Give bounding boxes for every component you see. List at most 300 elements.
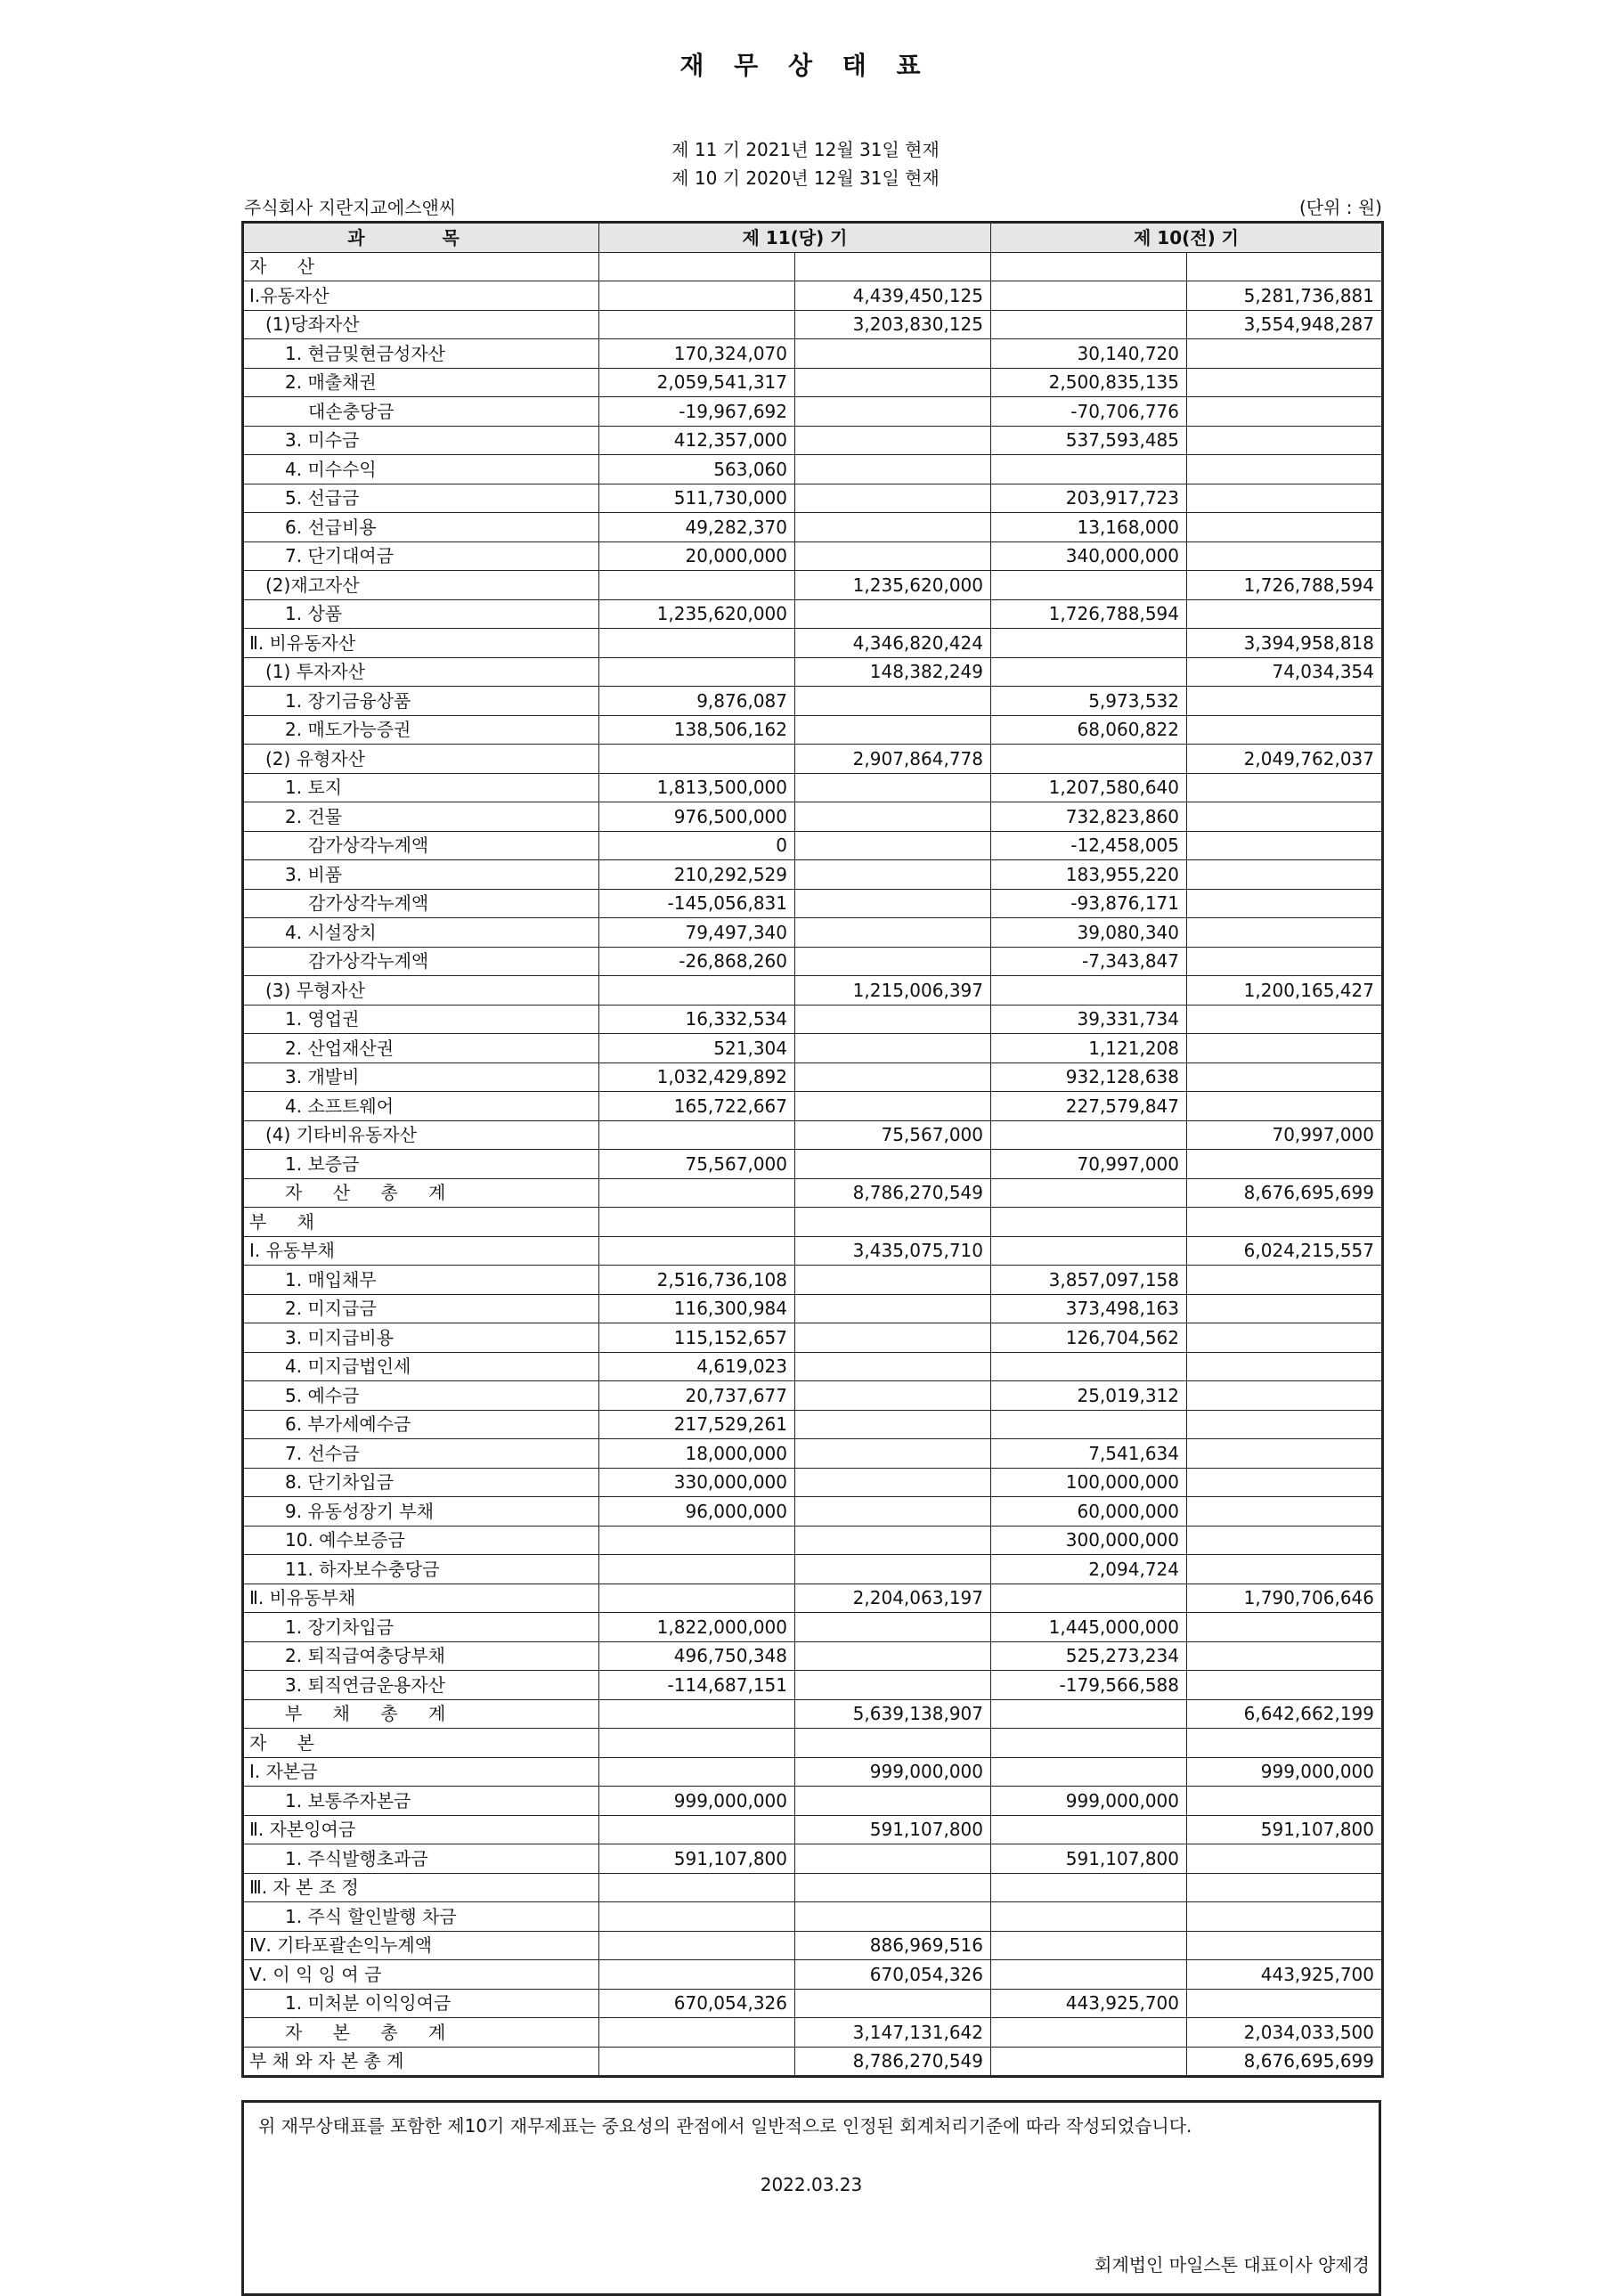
account-name-cell: 6. 선급비용 <box>243 513 599 542</box>
amount-cell <box>1187 1844 1383 1874</box>
header-prior-period: 제 10(전) 기 <box>991 223 1383 253</box>
table-row <box>243 1266 1383 1295</box>
amount-cell <box>795 1208 991 1237</box>
amount-cell <box>795 687 991 716</box>
amount-cell: 999,000,000 <box>1187 1757 1383 1787</box>
account-name-cell: 감가상각누계액 <box>243 831 599 860</box>
amount-cell <box>599 571 795 600</box>
amount-cell <box>1187 1294 1383 1323</box>
table-row <box>243 541 1383 571</box>
amount-cell: 976,500,000 <box>599 802 795 832</box>
table-row <box>243 1150 1383 1179</box>
amount-cell <box>795 484 991 513</box>
amount-cell: 3,394,958,818 <box>1187 629 1383 658</box>
amount-cell <box>1187 1497 1383 1527</box>
account-name-cell: 11. 하자보수충당금 <box>243 1555 599 1584</box>
amount-cell <box>991 455 1187 484</box>
amount-cell <box>599 745 795 774</box>
amount-cell <box>1187 1323 1383 1353</box>
amount-cell <box>1187 1005 1383 1034</box>
amount-cell: 412,357,000 <box>599 426 795 455</box>
amount-cell <box>991 2047 1187 2077</box>
amount-cell <box>1187 860 1383 890</box>
table-row <box>243 310 1383 339</box>
amount-cell <box>991 1120 1187 1150</box>
amount-cell: 999,000,000 <box>599 1787 795 1816</box>
amount-cell <box>795 1034 991 1063</box>
account-name-cell: 1. 현금및현금성자산 <box>243 339 599 369</box>
amount-cell: 932,128,638 <box>991 1063 1187 1092</box>
amount-cell <box>599 1236 795 1266</box>
table-row <box>243 2047 1383 2077</box>
amount-cell <box>599 1555 795 1584</box>
balance-sheet-body <box>243 252 1383 2077</box>
amount-cell <box>599 629 795 658</box>
table-row <box>243 1699 1383 1729</box>
table-row <box>243 1584 1383 1613</box>
amount-cell: 8,676,695,699 <box>1187 2047 1383 2077</box>
unit-label: (단위 : 원) <box>1298 197 1382 218</box>
amount-cell <box>1187 1787 1383 1816</box>
amount-cell: 148,382,249 <box>795 657 991 687</box>
account-name-cell: 4. 미수수익 <box>243 455 599 484</box>
amount-cell <box>1187 918 1383 948</box>
amount-cell <box>991 1873 1187 1902</box>
amount-cell <box>599 1120 795 1150</box>
amount-cell <box>991 1699 1187 1729</box>
amount-cell: 68,060,822 <box>991 715 1187 745</box>
amount-cell <box>1187 541 1383 571</box>
balance-sheet-table <box>241 221 1384 2078</box>
table-row <box>243 1960 1383 1990</box>
amount-cell <box>599 1757 795 1787</box>
amount-cell <box>991 1410 1187 1439</box>
amount-cell: 496,750,348 <box>599 1641 795 1671</box>
account-name-cell: 2. 건물 <box>243 802 599 832</box>
table-row <box>243 571 1383 600</box>
table-row <box>243 1931 1383 1960</box>
account-name-cell: 자 산 <box>243 252 599 281</box>
table-row <box>243 629 1383 658</box>
amount-cell <box>1187 1352 1383 1381</box>
account-name-cell: 7. 선수금 <box>243 1439 599 1469</box>
table-row <box>243 1208 1383 1237</box>
amount-cell: 96,000,000 <box>599 1497 795 1527</box>
table-row <box>243 513 1383 542</box>
amount-cell <box>795 1873 991 1902</box>
amount-cell: 3,554,948,287 <box>1187 310 1383 339</box>
amount-cell <box>795 1150 991 1179</box>
table-row <box>243 1989 1383 2018</box>
amount-cell: 20,737,677 <box>599 1381 795 1411</box>
amount-cell <box>1187 397 1383 427</box>
amount-cell <box>1187 368 1383 397</box>
table-row <box>243 252 1383 281</box>
amount-cell <box>991 976 1187 1006</box>
account-name-cell: 감가상각누계액 <box>243 947 599 976</box>
amount-cell <box>991 1815 1187 1844</box>
amount-cell: 183,955,220 <box>991 860 1187 890</box>
account-name-cell: 감가상각누계액 <box>243 889 599 918</box>
amount-cell <box>599 281 795 311</box>
amount-cell: 5,973,532 <box>991 687 1187 716</box>
table-row <box>243 1787 1383 1816</box>
amount-cell: 2,094,724 <box>991 1555 1187 1584</box>
account-name-cell: 자 산 총 계 <box>243 1178 599 1208</box>
account-name-cell: 1. 주식발행초과금 <box>243 1844 599 1874</box>
table-row <box>243 1468 1383 1497</box>
amount-cell: 9,876,087 <box>599 687 795 716</box>
table-row <box>243 339 1383 369</box>
amount-cell <box>795 715 991 745</box>
amount-cell: 330,000,000 <box>599 1468 795 1497</box>
amount-cell: 6,024,215,557 <box>1187 1236 1383 1266</box>
amount-cell <box>599 2047 795 2077</box>
account-name-cell: 1. 매입채무 <box>243 1266 599 1295</box>
amount-cell <box>1187 889 1383 918</box>
account-name-cell: 부 채 와 자 본 총 계 <box>243 2047 599 2077</box>
amount-cell: 591,107,800 <box>599 1844 795 1874</box>
amount-cell <box>1187 831 1383 860</box>
amount-cell: 521,304 <box>599 1034 795 1063</box>
account-name-cell: 자 본 총 계 <box>243 2018 599 2048</box>
amount-cell <box>1187 1729 1383 1758</box>
amount-cell: 1,813,500,000 <box>599 773 795 802</box>
table-row <box>243 2018 1383 2048</box>
company-name: 주식회사 지란지교에스앤씨 <box>244 197 457 218</box>
amount-cell <box>1187 252 1383 281</box>
account-name-cell: 1. 장기차입금 <box>243 1613 599 1642</box>
amount-cell <box>795 1526 991 1555</box>
amount-cell <box>991 1757 1187 1787</box>
account-name-cell: 9. 유동성장기 부채 <box>243 1497 599 1527</box>
amount-cell <box>1187 1208 1383 1237</box>
table-row <box>243 1120 1383 1150</box>
amount-cell: 591,107,800 <box>991 1844 1187 1874</box>
table-row <box>243 455 1383 484</box>
table-row <box>243 918 1383 948</box>
amount-cell <box>795 802 991 832</box>
amount-cell: 70,997,000 <box>991 1150 1187 1179</box>
amount-cell: 16,332,534 <box>599 1005 795 1034</box>
amount-cell: 75,567,000 <box>599 1150 795 1179</box>
amount-cell <box>1187 1266 1383 1295</box>
amount-cell: 1,235,620,000 <box>795 571 991 600</box>
amount-cell <box>795 541 991 571</box>
amount-cell: 203,917,723 <box>991 484 1187 513</box>
amount-cell <box>991 657 1187 687</box>
table-row <box>243 889 1383 918</box>
table-row <box>243 947 1383 976</box>
amount-cell <box>795 339 991 369</box>
table-row <box>243 599 1383 629</box>
amount-cell <box>795 1092 991 1121</box>
amount-cell <box>795 1266 991 1295</box>
account-name-cell: (3) 무형자산 <box>243 976 599 1006</box>
amount-cell: 537,593,485 <box>991 426 1187 455</box>
account-name-cell: 6. 부가세예수금 <box>243 1410 599 1439</box>
account-name-cell: 1. 보증금 <box>243 1150 599 1179</box>
amount-cell <box>1187 1468 1383 1497</box>
amount-cell <box>795 773 991 802</box>
amount-cell: 591,107,800 <box>1187 1815 1383 1844</box>
amount-cell <box>795 1902 991 1932</box>
table-row <box>243 687 1383 716</box>
amount-cell: 1,200,165,427 <box>1187 976 1383 1006</box>
amount-cell <box>1187 599 1383 629</box>
period-prior: 제 10 기 2020년 12월 31일 현재 <box>671 167 940 189</box>
auditor-signature: 회계법인 마일스톤 대표이사 양제경 <box>1094 2254 1370 2276</box>
amount-cell: 30,140,720 <box>991 339 1187 369</box>
table-row <box>243 745 1383 774</box>
amount-cell <box>599 1526 795 1555</box>
amount-cell <box>599 1902 795 1932</box>
amount-cell: 8,786,270,549 <box>795 1178 991 1208</box>
account-name-cell: 8. 단기차입금 <box>243 1468 599 1497</box>
table-row <box>243 484 1383 513</box>
amount-cell <box>1187 1150 1383 1179</box>
table-row <box>243 397 1383 427</box>
table-row <box>243 773 1383 802</box>
amount-cell <box>795 1613 991 1642</box>
amount-cell <box>1187 339 1383 369</box>
amount-cell: 6,642,662,199 <box>1187 1699 1383 1729</box>
amount-cell <box>1187 1989 1383 2018</box>
amount-cell <box>795 918 991 948</box>
account-name-cell: Ⅱ. 비유동부채 <box>243 1584 599 1613</box>
amount-cell: 1,207,580,640 <box>991 773 1187 802</box>
amount-cell: 13,168,000 <box>991 513 1187 542</box>
amount-cell: 525,273,234 <box>991 1641 1187 1671</box>
amount-cell <box>599 1960 795 1990</box>
table-row <box>243 1613 1383 1642</box>
amount-cell: 2,500,835,135 <box>991 368 1187 397</box>
account-name-cell: 5. 예수금 <box>243 1381 599 1411</box>
table-row <box>243 1092 1383 1121</box>
table-row <box>243 1844 1383 1874</box>
table-row <box>243 1034 1383 1063</box>
account-name-cell: 1. 토지 <box>243 773 599 802</box>
account-name-cell: 대손충당금 <box>243 397 599 427</box>
amount-cell <box>991 571 1187 600</box>
amount-cell <box>795 1439 991 1469</box>
amount-cell <box>795 1468 991 1497</box>
amount-cell: 670,054,326 <box>795 1960 991 1990</box>
amount-cell <box>991 1208 1187 1237</box>
amount-cell: 563,060 <box>599 455 795 484</box>
amount-cell <box>1187 455 1383 484</box>
table-row <box>243 831 1383 860</box>
amount-cell <box>599 1931 795 1960</box>
account-name-cell: 자 본 <box>243 1729 599 1758</box>
audit-note-box <box>241 2100 1381 2296</box>
account-name-cell: Ⅰ.유동자산 <box>243 281 599 311</box>
account-name-cell: 1. 미처분 이익잉여금 <box>243 1989 599 2018</box>
account-name-cell: 2. 매출채권 <box>243 368 599 397</box>
amount-cell: 300,000,000 <box>991 1526 1187 1555</box>
amount-cell: -7,343,847 <box>991 947 1187 976</box>
account-name-cell: (2)재고자산 <box>243 571 599 600</box>
table-row <box>243 1497 1383 1527</box>
audit-date: 2022.03.23 <box>760 2174 863 2195</box>
amount-cell: 39,080,340 <box>991 918 1187 948</box>
amount-cell: -179,566,588 <box>991 1671 1187 1700</box>
account-name-cell: 2. 미지급금 <box>243 1294 599 1323</box>
amount-cell: 1,235,620,000 <box>599 599 795 629</box>
account-name-cell: 3. 퇴직연금운용자산 <box>243 1671 599 1700</box>
amount-cell <box>795 426 991 455</box>
amount-cell: -114,687,151 <box>599 1671 795 1700</box>
amount-cell: 70,997,000 <box>1187 1120 1383 1150</box>
amount-cell <box>795 599 991 629</box>
amount-cell: 670,054,326 <box>599 1989 795 2018</box>
amount-cell: 49,282,370 <box>599 513 795 542</box>
amount-cell <box>795 860 991 890</box>
amount-cell: 340,000,000 <box>991 541 1187 571</box>
amount-cell: 4,346,820,424 <box>795 629 991 658</box>
table-row <box>243 426 1383 455</box>
amount-cell <box>795 513 991 542</box>
account-name-cell: 4. 미지급법인세 <box>243 1352 599 1381</box>
amount-cell: 2,034,033,500 <box>1187 2018 1383 2048</box>
amount-cell: 170,324,070 <box>599 339 795 369</box>
amount-cell: 1,790,706,646 <box>1187 1584 1383 1613</box>
amount-cell <box>1187 1613 1383 1642</box>
amount-cell <box>1187 1902 1383 1932</box>
amount-cell <box>599 1178 795 1208</box>
amount-cell <box>1187 1063 1383 1092</box>
amount-cell <box>795 1555 991 1584</box>
amount-cell: 2,907,864,778 <box>795 745 991 774</box>
amount-cell <box>991 1729 1187 1758</box>
table-row <box>243 1873 1383 1902</box>
amount-cell <box>1187 687 1383 716</box>
amount-cell: -19,967,692 <box>599 397 795 427</box>
amount-cell: 443,925,700 <box>1187 1960 1383 1990</box>
amount-cell: 1,822,000,000 <box>599 1613 795 1642</box>
account-name-cell: 1. 보통주자본금 <box>243 1787 599 1816</box>
amount-cell <box>795 1005 991 1034</box>
amount-cell: 2,049,762,037 <box>1187 745 1383 774</box>
amount-cell <box>795 831 991 860</box>
amount-cell <box>991 1960 1187 1990</box>
amount-cell: 8,676,695,699 <box>1187 1178 1383 1208</box>
amount-cell: 8,786,270,549 <box>795 2047 991 2077</box>
amount-cell: 3,435,075,710 <box>795 1236 991 1266</box>
amount-cell <box>795 947 991 976</box>
amount-cell: 79,497,340 <box>599 918 795 948</box>
account-name-cell: Ⅴ. 이 익 잉 여 금 <box>243 1960 599 1990</box>
account-name-cell: 1. 장기금융상품 <box>243 687 599 716</box>
amount-cell: 2,516,736,108 <box>599 1266 795 1295</box>
account-name-cell: 3. 미수금 <box>243 426 599 455</box>
amount-cell <box>795 397 991 427</box>
amount-cell: 1,032,429,892 <box>599 1063 795 1092</box>
amount-cell <box>795 1323 991 1353</box>
amount-cell <box>1187 1931 1383 1960</box>
amount-cell <box>795 1671 991 1700</box>
account-name-cell: (2) 유형자산 <box>243 745 599 774</box>
amount-cell: 100,000,000 <box>991 1468 1187 1497</box>
amount-cell: 5,639,138,907 <box>795 1699 991 1729</box>
amount-cell <box>795 1844 991 1874</box>
amount-cell <box>1187 802 1383 832</box>
amount-cell <box>991 1584 1187 1613</box>
table-row <box>243 1063 1383 1092</box>
amount-cell: 217,529,261 <box>599 1410 795 1439</box>
amount-cell <box>795 1641 991 1671</box>
table-row <box>243 1902 1383 1932</box>
account-name-cell: Ⅱ. 자본잉여금 <box>243 1815 599 1844</box>
amount-cell <box>1187 513 1383 542</box>
amount-cell <box>795 1352 991 1381</box>
amount-cell <box>1187 715 1383 745</box>
amount-cell: 165,722,667 <box>599 1092 795 1121</box>
table-row <box>243 1729 1383 1758</box>
amount-cell: 1,445,000,000 <box>991 1613 1187 1642</box>
amount-cell <box>599 976 795 1006</box>
amount-cell <box>599 2018 795 2048</box>
amount-cell <box>795 1497 991 1527</box>
amount-cell: 1,726,788,594 <box>991 599 1187 629</box>
account-name-cell: 10. 예수보증금 <box>243 1526 599 1555</box>
account-name-cell: (1) 투자자산 <box>243 657 599 687</box>
amount-cell <box>991 281 1187 311</box>
amount-cell: 1,726,788,594 <box>1187 571 1383 600</box>
amount-cell: 5,281,736,881 <box>1187 281 1383 311</box>
table-row <box>243 860 1383 890</box>
amount-cell <box>1187 1092 1383 1121</box>
amount-cell: 443,925,700 <box>991 1989 1187 2018</box>
amount-cell: 210,292,529 <box>599 860 795 890</box>
account-name-cell: 5. 선급금 <box>243 484 599 513</box>
account-name-cell: 7. 단기대여금 <box>243 541 599 571</box>
account-name-cell: (1)당좌자산 <box>243 310 599 339</box>
amount-cell <box>599 1815 795 1844</box>
amount-cell <box>795 1381 991 1411</box>
amount-cell: 20,000,000 <box>599 541 795 571</box>
amount-cell <box>795 1063 991 1092</box>
account-name-cell: 2. 퇴직급여충당부채 <box>243 1641 599 1671</box>
amount-cell <box>599 1584 795 1613</box>
amount-cell <box>1187 1410 1383 1439</box>
amount-cell <box>1187 773 1383 802</box>
amount-cell: -26,868,260 <box>599 947 795 976</box>
account-name-cell: Ⅲ. 자 본 조 정 <box>243 1873 599 1902</box>
amount-cell: 732,823,860 <box>991 802 1187 832</box>
amount-cell: 39,331,734 <box>991 1005 1187 1034</box>
amount-cell: 4,439,450,125 <box>795 281 991 311</box>
amount-cell <box>1187 1034 1383 1063</box>
amount-cell: 0 <box>599 831 795 860</box>
amount-cell <box>1187 1555 1383 1584</box>
amount-cell: 2,059,541,317 <box>599 368 795 397</box>
amount-cell: 138,506,162 <box>599 715 795 745</box>
amount-cell: 18,000,000 <box>599 1439 795 1469</box>
amount-cell: 115,152,657 <box>599 1323 795 1353</box>
account-name-cell: Ⅱ. 비유동자산 <box>243 629 599 658</box>
amount-cell <box>795 368 991 397</box>
amount-cell <box>599 310 795 339</box>
table-row <box>243 281 1383 311</box>
table-row <box>243 368 1383 397</box>
account-name-cell: 2. 산업재산권 <box>243 1034 599 1063</box>
account-name-cell: 3. 미지급비용 <box>243 1323 599 1353</box>
table-row <box>243 1439 1383 1469</box>
amount-cell <box>1187 947 1383 976</box>
account-name-cell: 1. 상품 <box>243 599 599 629</box>
amount-cell <box>599 1699 795 1729</box>
